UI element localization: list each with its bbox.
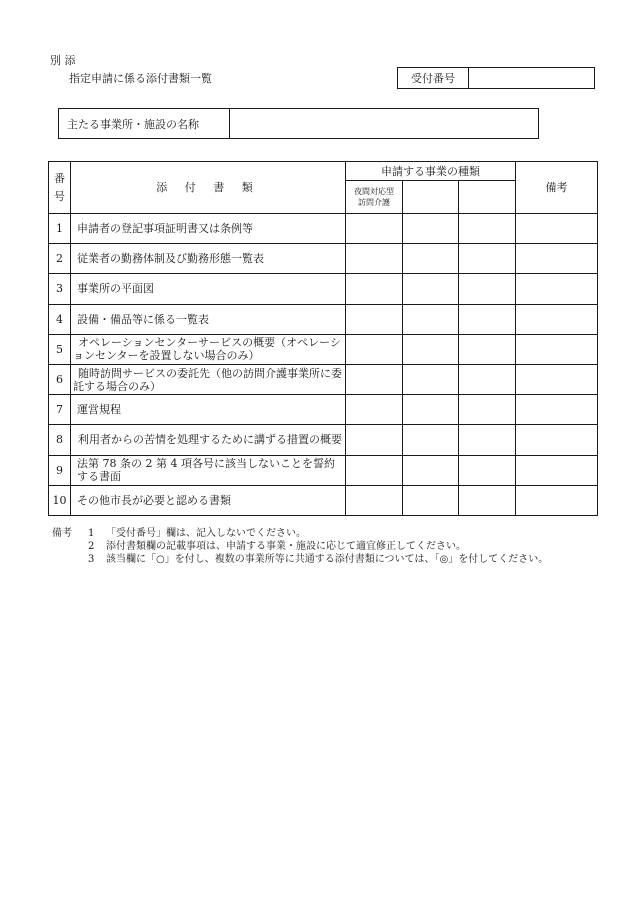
remarks-cell[interactable] [516, 214, 598, 244]
note-text: 「受付番号」欄は、記入しないでください。 [106, 528, 306, 539]
table-row [49, 334, 598, 364]
kind-3-cell[interactable] [459, 364, 516, 394]
column-header-kind-1: 夜間対応型 訪問介護 [346, 181, 403, 214]
table-row [49, 485, 598, 515]
kind-2-cell[interactable] [403, 364, 459, 394]
column-header-kind-2 [403, 181, 459, 214]
row-document: オペレーションセンターサービスの概要（オペレーションセンターを設置しない場合のみ） [71, 334, 346, 364]
row-number: 4 [49, 304, 71, 334]
kind-3-cell[interactable] [459, 274, 516, 304]
facility-name-label: 主たる事業所・施設の名称 [59, 109, 230, 138]
column-header-business-kinds: 申請する事業の種類 [346, 162, 516, 181]
kind-1-cell[interactable] [346, 455, 403, 485]
note-item [88, 528, 586, 541]
row-document: 設備・備品等に係る一覧表 [71, 304, 346, 334]
receipt-number-label: 受付番号 [398, 68, 469, 88]
row-number: 1 [49, 214, 71, 244]
kind-2-cell[interactable] [403, 395, 459, 425]
kind-1-cell[interactable] [346, 485, 403, 515]
note-number: 2 [88, 541, 95, 552]
note-item [88, 541, 586, 554]
row-number: 2 [49, 244, 71, 274]
row-document: 随時訪問サービスの委託先（他の訪問介護事業所に委託する場合のみ） [71, 364, 346, 394]
row-document: 利用者からの苦情を処理するために講ずる措置の概要 [71, 425, 346, 455]
note-text: 該当欄に「○」を付し、複数の事業所等に共通する添付書類については、「◎」を付してください。 [106, 554, 549, 565]
row-document: その他市長が必要と認める書類 [71, 485, 346, 515]
table-row [49, 364, 598, 394]
kind-2-cell[interactable] [403, 304, 459, 334]
kind-3-cell[interactable] [459, 214, 516, 244]
kind-1-cell[interactable] [346, 274, 403, 304]
kind-2-cell[interactable] [403, 455, 459, 485]
kind-3-cell[interactable] [459, 425, 516, 455]
note-item [88, 554, 586, 567]
kind-1-cell[interactable] [346, 304, 403, 334]
column-header-kind-3 [459, 181, 516, 214]
column-header-number: 番 号 [49, 162, 71, 214]
kind-3-cell[interactable] [459, 244, 516, 274]
kind-1-cell[interactable] [346, 425, 403, 455]
receipt-number-field[interactable] [469, 68, 594, 88]
column-header-remarks: 備考 [516, 162, 598, 214]
table-row [49, 455, 598, 485]
facility-name-field[interactable] [230, 109, 538, 138]
row-number: 6 [49, 364, 71, 394]
remarks-cell[interactable] [516, 425, 598, 455]
kind-2-cell[interactable] [403, 485, 459, 515]
kind-1-cell[interactable] [346, 214, 403, 244]
table-row [49, 395, 598, 425]
row-document: 従業者の勤務体制及び勤務形態一覧表 [71, 244, 346, 274]
page-title: 指定申請に係る添付書類一覧 [69, 72, 212, 85]
remarks-cell[interactable] [516, 455, 598, 485]
receipt-number-box [397, 67, 595, 89]
table-row [49, 244, 598, 274]
notes-heading: 備考 [52, 528, 72, 539]
kind-2-cell[interactable] [403, 244, 459, 274]
row-number: 5 [49, 334, 71, 364]
column-header-documents: 添 付 書 類 [71, 162, 346, 214]
kind-3-cell[interactable] [459, 304, 516, 334]
table-row [49, 214, 598, 244]
remarks-cell[interactable] [516, 304, 598, 334]
kind-1-cell[interactable] [346, 395, 403, 425]
remarks-cell[interactable] [516, 364, 598, 394]
table-row [49, 425, 598, 455]
row-number: 10 [49, 485, 71, 515]
remarks-cell[interactable] [516, 334, 598, 364]
note-number: 1 [88, 528, 95, 539]
kind-2-cell[interactable] [403, 334, 459, 364]
table-row [49, 274, 598, 304]
row-number: 9 [49, 455, 71, 485]
kind-1-cell[interactable] [346, 244, 403, 274]
remarks-cell[interactable] [516, 395, 598, 425]
table-row [49, 304, 598, 334]
row-document: 事業所の平面図 [71, 274, 346, 304]
row-number: 7 [49, 395, 71, 425]
kind-1-cell[interactable] [346, 364, 403, 394]
kind-3-cell[interactable] [459, 395, 516, 425]
kind-3-cell[interactable] [459, 334, 516, 364]
kind-1-cell[interactable] [346, 334, 403, 364]
kind-2-cell[interactable] [403, 274, 459, 304]
kind-3-cell[interactable] [459, 485, 516, 515]
attachment-table [48, 161, 598, 516]
remarks-cell[interactable] [516, 485, 598, 515]
row-number: 8 [49, 425, 71, 455]
remarks-cell[interactable] [516, 244, 598, 274]
note-number: 3 [88, 554, 95, 565]
kind-2-cell[interactable] [403, 214, 459, 244]
row-document: 法第 78 条の 2 第 4 項各号に該当しないことを誓約する書面 [71, 455, 346, 485]
row-number: 3 [49, 274, 71, 304]
kind-3-cell[interactable] [459, 455, 516, 485]
row-document: 申請者の登記事項証明書又は条例等 [71, 214, 346, 244]
remarks-cell[interactable] [516, 274, 598, 304]
kind-2-cell[interactable] [403, 425, 459, 455]
facility-name-box [58, 108, 539, 139]
note-text: 添付書類欄の記載事項は、申請する事業・施設に応じて適宜修正してください。 [106, 541, 466, 552]
page-label: 別 添 [50, 54, 76, 67]
row-document: 運営規程 [71, 395, 346, 425]
